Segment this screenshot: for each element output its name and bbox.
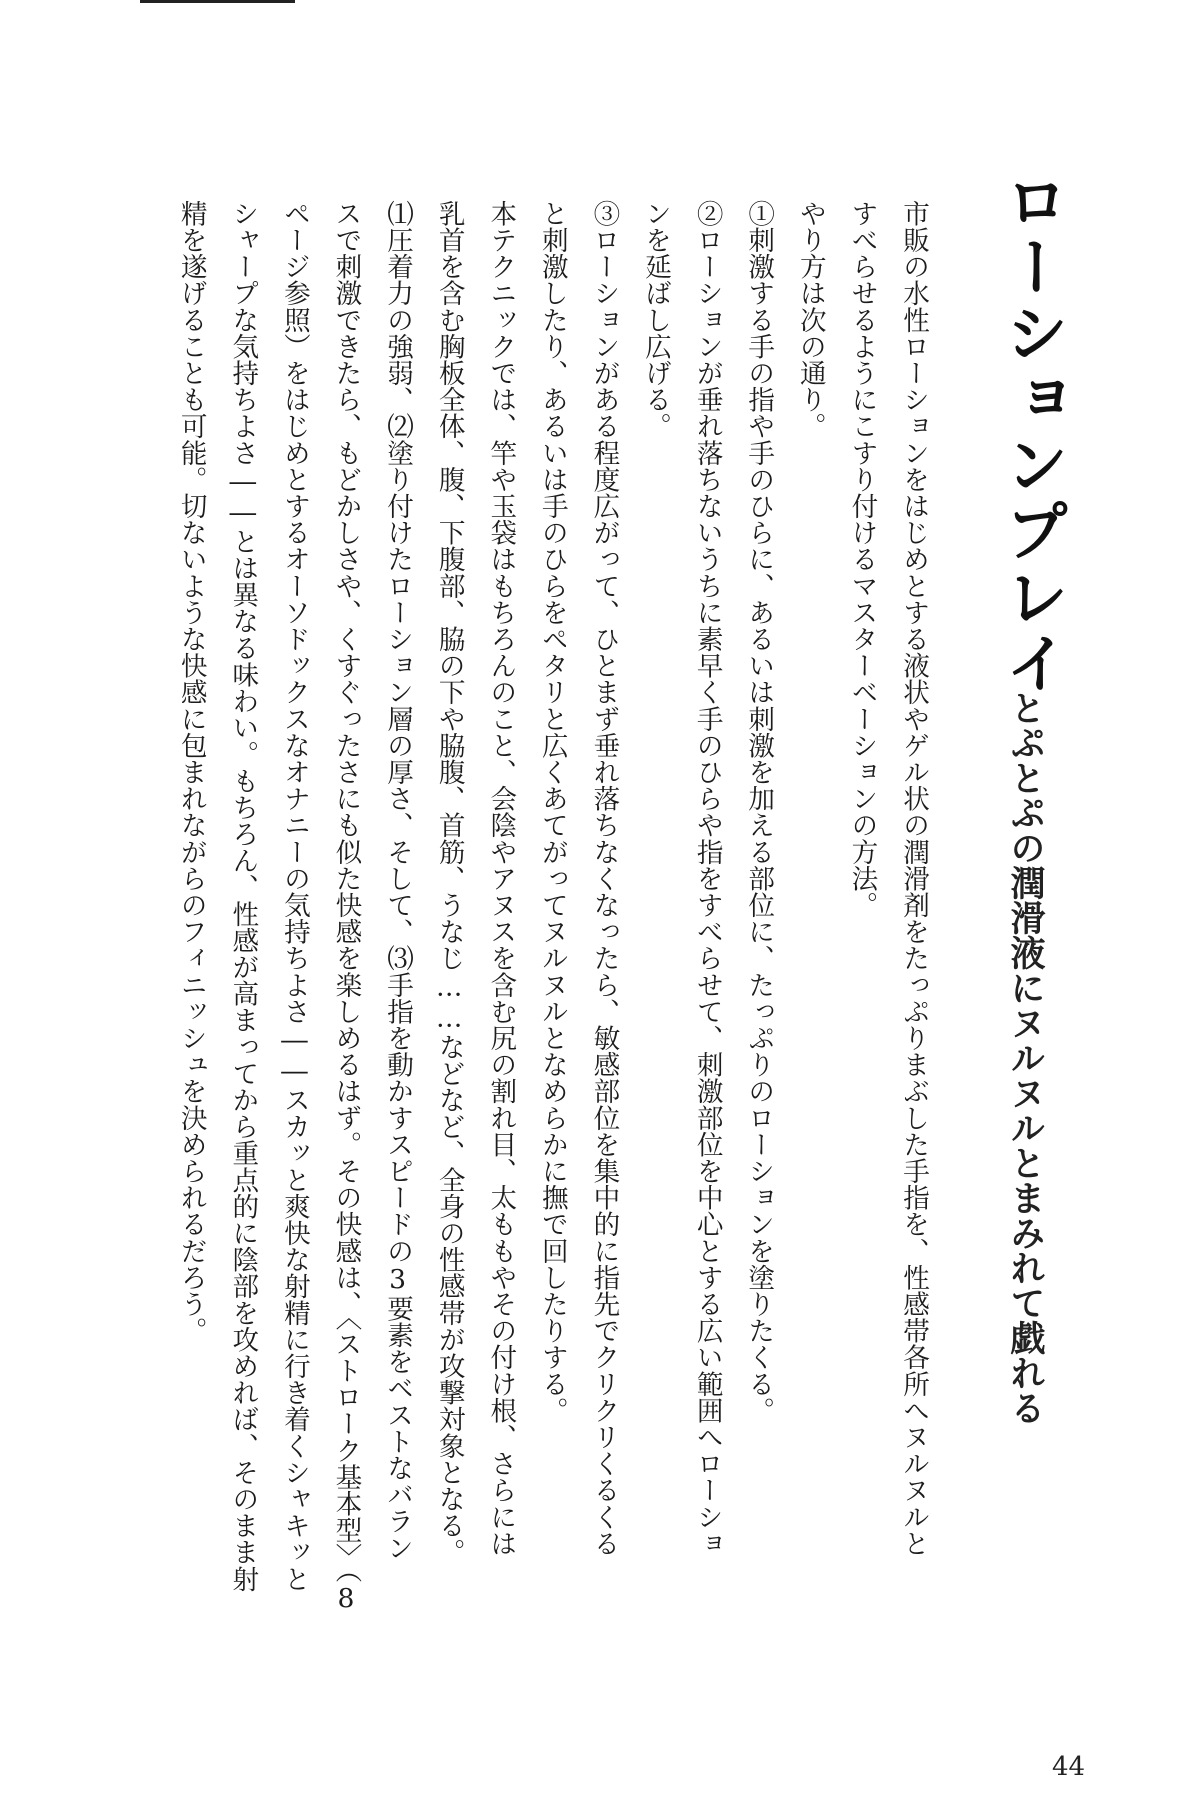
body-line: 本テクニックでは、竿や玉袋はもちろんのこと、会陰やアヌスを含む尻の割れ目、太ももやその付け根、さらには (485, 200, 517, 1557)
body-line: ページ参照）をはじめとするオーソドックスなオナニーの気持ちよさ――スカッと爽快な射精に行き着くシャキッと (278, 200, 310, 1592)
body-line: スで刺激できたら、もどかしさや、くすぐったさにも似た快感を楽しめるはず。その快感は、〈ストローク基本型〉（8 (330, 200, 362, 1615)
top-rule (140, 0, 295, 3)
page-subtitle: とぷとぷの潤滑液にヌルヌルとまみれて戯れる (1005, 690, 1045, 1425)
body-line: ンを延ばし広げる。 (640, 200, 672, 440)
body-line: と刺激したり、あるいは手のひらをペタリと広くあてがってヌルヌルとなめらかに撫で回したりする。 (536, 200, 568, 1424)
page-number: 44 (1052, 1752, 1086, 1782)
body-line: すべらせるようにこすり付けるマスターベーションの方法。 (846, 200, 878, 919)
body-text (165, 200, 939, 1660)
body-line: 精を遂げることも可能。切ないような快感に包まれながらのフィニッシュを決められるだろう。 (175, 200, 207, 1344)
body-line: ⑴圧着力の強弱、⑵塗り付けたローション層の厚さ、そして、⑶手指を動かすスピードの3要素をベストなバラン (382, 200, 414, 1561)
body-line: やり方は次の通り。 (794, 200, 826, 440)
body-line: ①刺激する手の指や手のひらに、あるいは刺激を加える部位に、たっぷりのローションを塗りたくる。 (743, 200, 775, 1424)
page-title: ローションプレイ (994, 168, 1068, 696)
body-line: ②ローションが垂れ落ちないうちに素早く手のひらや指をすべらせて、刺激部位を中心とする広い範囲へローショ (691, 200, 723, 1557)
body-line: 乳首を含む胸板全体、腹、下腹部、脇の下や脇腹、首筋、うなじ……などなど、全身の性感帯が攻撃対象となる。 (433, 200, 465, 1566)
body-line: シャープな気持ちよさ――とは異なる味わい。もちろん、性感が高まってから重点的に陰部を攻めれば、そのまま射 (227, 200, 259, 1592)
body-line: ③ローションがある程度広がって、ひとまず垂れ落ちなくなったら、敏感部位を集中的に指先でクリクリくるくる (588, 200, 620, 1557)
body-line: 市販の水性ローションをはじめとする液状やゲル状の潤滑剤をたっぷりまぶした手指を、性感帯各所へヌルヌルと (898, 200, 929, 1557)
